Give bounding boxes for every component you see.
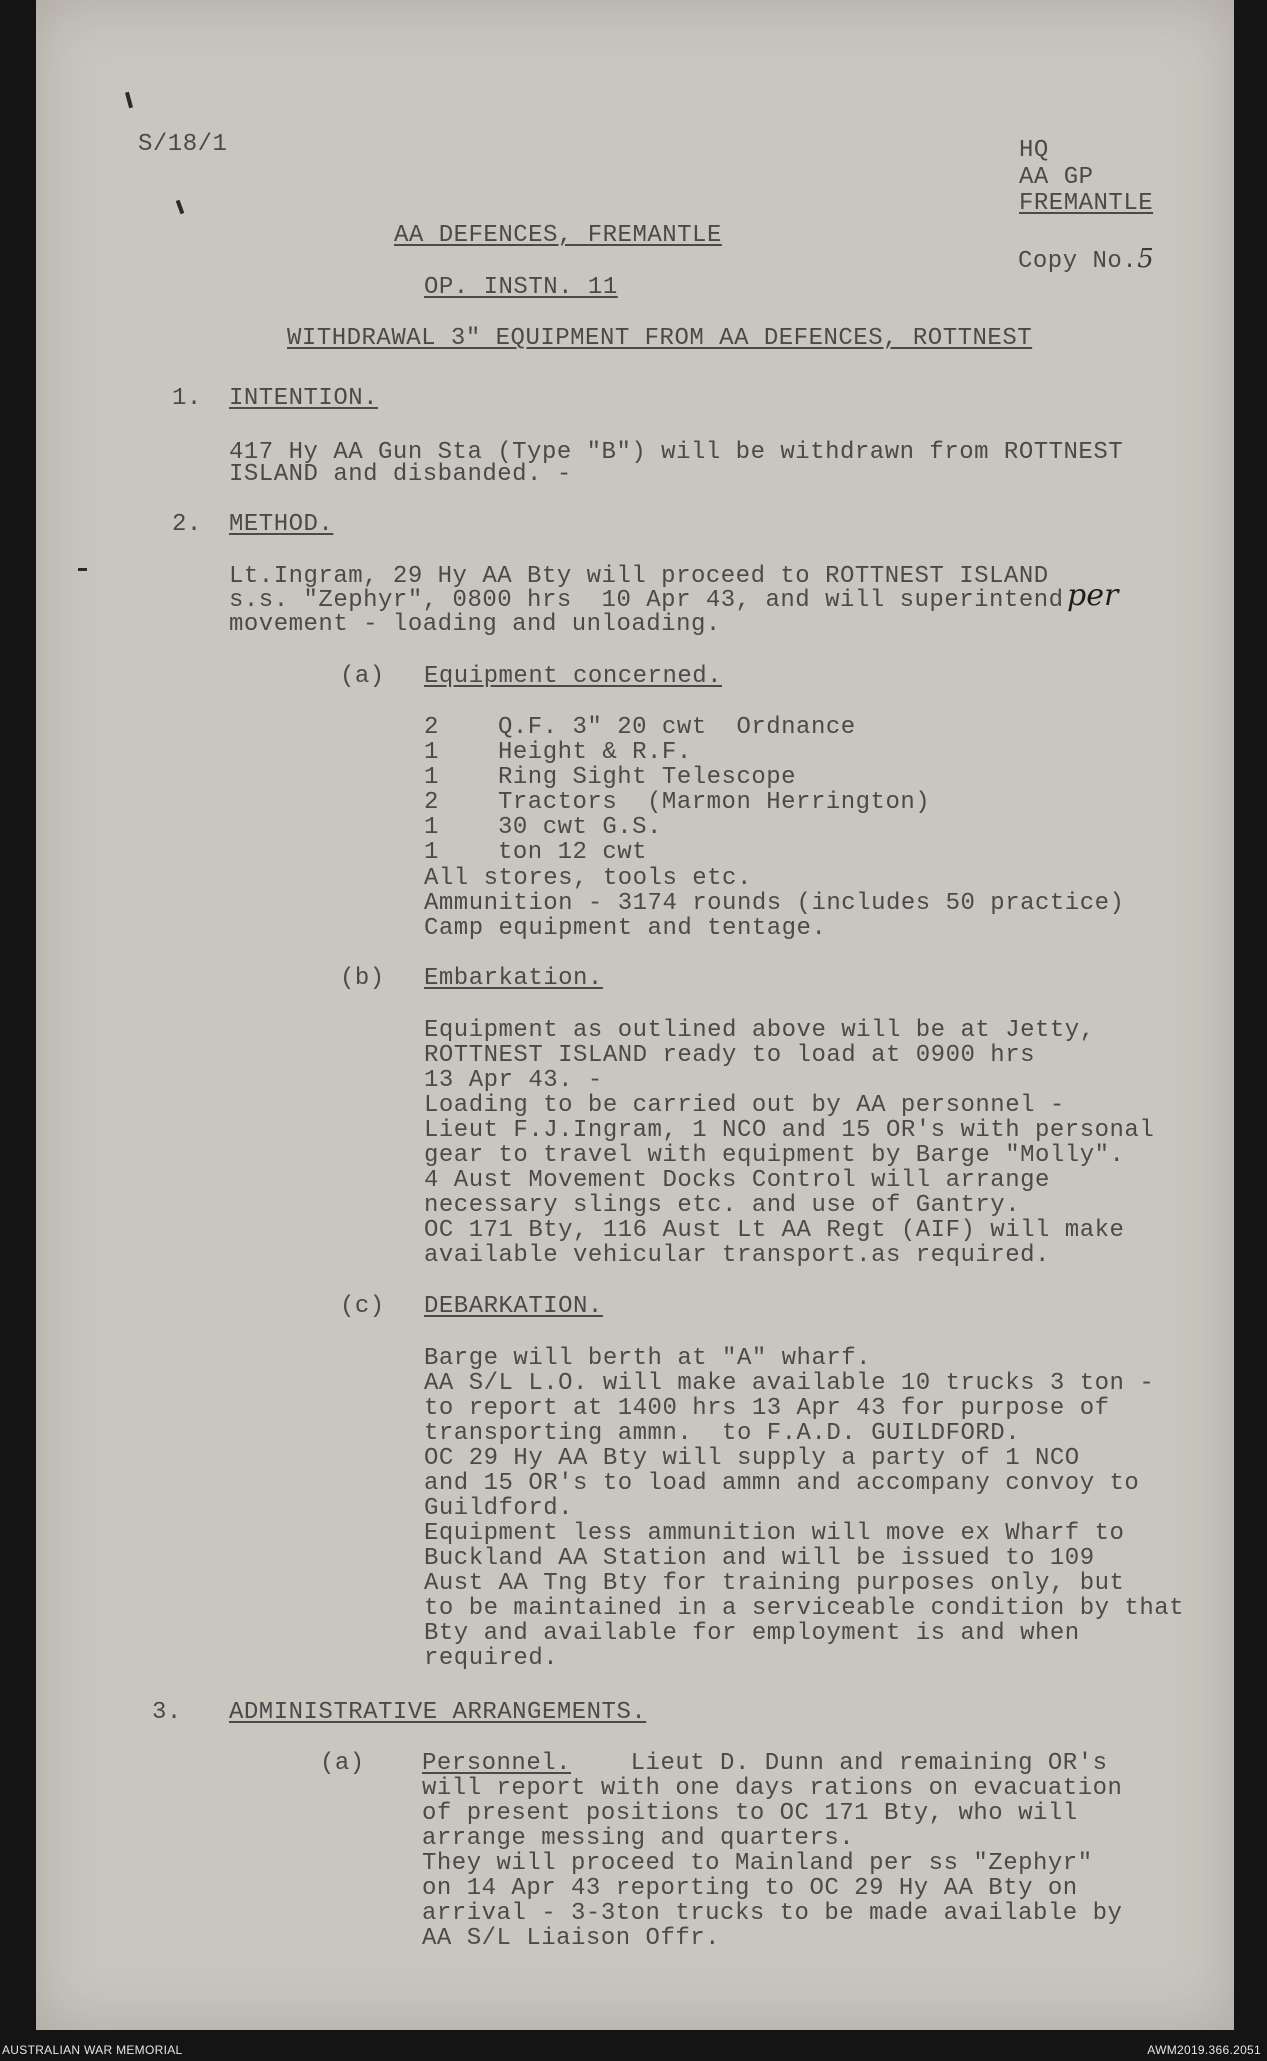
embarkation-line: available vehicular transport.as required. bbox=[424, 1242, 1050, 1269]
subsection-a-heading: Equipment concerned. bbox=[424, 663, 723, 690]
pencil-mark bbox=[125, 92, 133, 108]
pencil-mark bbox=[78, 568, 87, 571]
equipment-desc: Ring Sight Telescope bbox=[498, 764, 797, 791]
personnel-first-line: Personnel. Lieut D. Dunn and remaining OR's bbox=[422, 1750, 1108, 1777]
section-3-number: 3. bbox=[152, 1699, 182, 1726]
equipment-qty: 1 bbox=[424, 814, 439, 841]
handwritten-insert: per bbox=[1067, 578, 1119, 613]
personnel-line: arrival - 3-3ton trucks to be made available by bbox=[422, 1900, 1123, 1927]
subsection-3a-label: (a) bbox=[320, 1750, 365, 1777]
debarkation-line: to report at 1400 hrs 13 Apr 43 for purpose of bbox=[424, 1395, 1110, 1422]
equipment-extra: Ammunition - 3174 rounds (includes 50 practice) bbox=[424, 890, 1125, 917]
personnel-line: AA S/L Liaison Offr. bbox=[422, 1925, 721, 1952]
section-3-heading: ADMINISTRATIVE ARRANGEMENTS. bbox=[229, 1699, 647, 1726]
debarkation-line: and 15 OR's to load ammn and accompany convoy to bbox=[424, 1470, 1140, 1497]
equipment-qty: 2 bbox=[424, 789, 439, 816]
embarkation-line: gear to travel with equipment by Barge "Molly". bbox=[424, 1142, 1125, 1169]
section-2-line: Lt.Ingram, 29 Hy AA Bty will proceed to ROTTNEST ISLAND bbox=[229, 563, 1049, 590]
equipment-qty: 1 bbox=[424, 839, 439, 866]
embarkation-line: ROTTNEST ISLAND ready to load at 0900 hrs bbox=[424, 1042, 1035, 1069]
equipment-desc: Height & R.F. bbox=[498, 739, 692, 766]
equipment-desc: Q.F. 3" 20 cwt Ordnance bbox=[498, 714, 856, 741]
debarkation-line: to be maintained in a serviceable condition by that bbox=[424, 1595, 1185, 1622]
section-2-heading: METHOD. bbox=[229, 511, 334, 538]
subsection-b-label: (b) bbox=[340, 965, 385, 992]
embarkation-line: OC 171 Bty, 116 Aust Lt AA Regt (AIF) will make bbox=[424, 1217, 1125, 1244]
equipment-desc: 30 cwt G.S. bbox=[498, 814, 662, 841]
footer-accession-number: AWM2019.366.2051 bbox=[1147, 2043, 1261, 2057]
personnel-line: will report with one days rations on evacuation bbox=[422, 1775, 1123, 1802]
personnel-line: on 14 Apr 43 reporting to OC 29 Hy AA Bty on bbox=[422, 1875, 1078, 1902]
equipment-desc: Tractors (Marmon Herrington) bbox=[498, 789, 931, 816]
subsection-a-label: (a) bbox=[340, 663, 385, 690]
section-1-line: 417 Hy AA Gun Sta (Type "B") will be withdrawn from ROTTNEST bbox=[229, 439, 1124, 466]
document-page bbox=[36, 0, 1234, 2030]
debarkation-line: AA S/L L.O. will make available 10 trucks 3 ton - bbox=[424, 1370, 1155, 1397]
debarkation-line: Buckland AA Station and will be issued to 109 bbox=[424, 1545, 1095, 1572]
copy-number: Copy No.5 bbox=[1018, 244, 1155, 275]
section-1-line: ISLAND and disbanded. - bbox=[229, 461, 572, 488]
file-reference: S/18/1 bbox=[138, 131, 228, 158]
personnel-line: arrange messing and quarters. bbox=[422, 1825, 855, 1852]
equipment-extra: Camp equipment and tentage. bbox=[424, 915, 827, 942]
debarkation-line: Bty and available for employment is and when bbox=[424, 1620, 1080, 1647]
equipment-qty: 1 bbox=[424, 739, 439, 766]
debarkation-line: Guildford. bbox=[424, 1495, 574, 1522]
personnel-line: of present positions to OC 171 Bty, who will bbox=[422, 1800, 1078, 1827]
section-1-heading: INTENTION. bbox=[229, 385, 379, 412]
title-line-3: WITHDRAWAL 3" EQUIPMENT FROM AA DEFENCES, ROTTNEST bbox=[287, 325, 1033, 352]
embarkation-line: 4 Aust Movement Docks Control will arrange bbox=[424, 1167, 1050, 1194]
stamp-line-3: FREMANTLE bbox=[1019, 190, 1154, 217]
subsection-c-label: (c) bbox=[340, 1293, 385, 1320]
section-2-number: 2. bbox=[172, 511, 202, 538]
debarkation-line: Barge will berth at "A" wharf. bbox=[424, 1345, 872, 1372]
debarkation-line: required. bbox=[424, 1645, 559, 1672]
debarkation-line: Equipment less ammunition will move ex Wharf to bbox=[424, 1520, 1125, 1547]
embarkation-line: necessary slings etc. and use of Gantry. bbox=[424, 1192, 1021, 1219]
debarkation-line: OC 29 Hy AA Bty will supply a party of 1 NCO bbox=[424, 1445, 1080, 1472]
personnel-line: They will proceed to Mainland per ss "Zephyr" bbox=[422, 1850, 1093, 1877]
personnel-heading: Personnel. bbox=[422, 1750, 572, 1777]
embarkation-line: Loading to be carried out by AA personnel - bbox=[424, 1092, 1065, 1119]
stamp-line-1: HQ bbox=[1019, 137, 1049, 164]
equipment-qty: 1 bbox=[424, 764, 439, 791]
title-line-1: AA DEFENCES, FREMANTLE bbox=[394, 222, 722, 249]
section-2-line: s.s. "Zephyr", 0800 hrs 10 Apr 43, and will superintend bbox=[229, 587, 1064, 614]
subsection-c-heading: DEBARKATION. bbox=[424, 1293, 603, 1320]
embarkation-line: Equipment as outlined above will be at Jetty, bbox=[424, 1017, 1095, 1044]
stamp-line-2: AA GP bbox=[1019, 164, 1094, 191]
section-1-number: 1. bbox=[172, 385, 202, 412]
pencil-mark bbox=[176, 200, 185, 215]
equipment-qty: 2 bbox=[424, 714, 439, 741]
debarkation-line: Aust AA Tng Bty for training purposes only, but bbox=[424, 1570, 1125, 1597]
equipment-desc: ton 12 cwt bbox=[498, 839, 648, 866]
embarkation-line: 13 Apr 43. - bbox=[424, 1067, 603, 1094]
title-line-2: OP. INSTN. 11 bbox=[424, 274, 618, 301]
section-2-line: movement - loading and unloading. bbox=[229, 611, 721, 638]
footer-institution: AUSTRALIAN WAR MEMORIAL bbox=[2, 2043, 183, 2057]
debarkation-line: transporting ammn. to F.A.D. GUILDFORD. bbox=[424, 1420, 1021, 1447]
subsection-b-heading: Embarkation. bbox=[424, 965, 603, 992]
embarkation-line: Lieut F.J.Ingram, 1 NCO and 15 OR's with personal bbox=[424, 1117, 1155, 1144]
equipment-extra: All stores, tools etc. bbox=[424, 865, 752, 892]
